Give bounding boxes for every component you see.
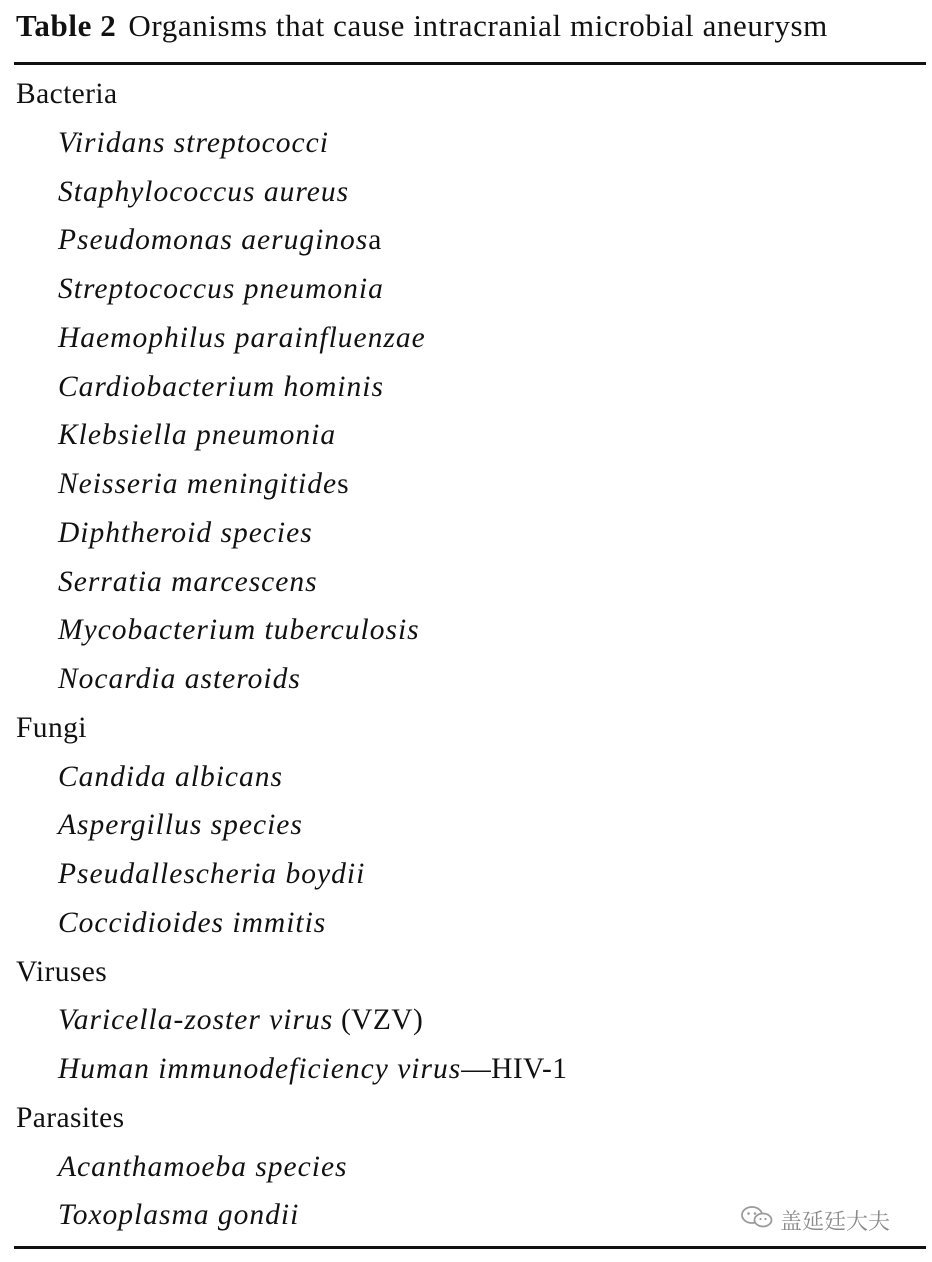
organism-row: [0, 1045, 932, 1094]
table-title: [16, 8, 828, 44]
organism-name: Nocardia asteroids: [58, 663, 301, 695]
organism-name: Diphtheroid species: [58, 516, 313, 549]
organism-name: Haemophilus parainfluenzae: [58, 321, 426, 354]
organism-row: [0, 850, 932, 899]
organism-name: Serratia marcescens: [58, 565, 318, 598]
organism-row: [0, 363, 932, 412]
organism-suffix: s: [337, 468, 349, 500]
organism-row: [0, 168, 932, 217]
category-heading: Parasites: [16, 1101, 125, 1134]
organism-name: Cardiobacterium hominis: [58, 370, 384, 403]
organism-row: [0, 216, 932, 265]
organism-row: [0, 509, 932, 558]
watermark: [740, 1204, 890, 1236]
organism-name: Neisseria meningitide: [58, 468, 338, 500]
organism-list: [0, 70, 932, 1240]
organism-row: [0, 899, 932, 948]
organism-row: [0, 1143, 932, 1192]
organism-suffix: a: [368, 224, 382, 257]
bottom-rule: [14, 1246, 926, 1249]
organism-suffix: (VZV): [333, 1004, 424, 1037]
organism-suffix: —HIV-1: [461, 1053, 568, 1085]
organism-row: [0, 314, 932, 363]
top-rule: [14, 62, 926, 65]
organism-row: [0, 655, 932, 704]
organism-name: Pseudallescheria boydii: [58, 858, 366, 890]
organism-row: [0, 265, 932, 314]
organism-name: Acanthamoeba species: [58, 1150, 348, 1183]
organism-row: [0, 411, 932, 460]
organism-row: [0, 119, 932, 168]
organism-row: [0, 460, 932, 509]
organism-name: Staphylococcus aureus: [58, 175, 350, 208]
organism-name: Coccidioides immitis: [58, 906, 327, 939]
organism-row: [0, 801, 932, 850]
organism-row: [0, 753, 932, 802]
organism-name: Klebsiella pneumonia: [58, 419, 337, 452]
organism-name: Toxoplasma gondii: [58, 1199, 300, 1232]
organism-name: Human immunodeficiency virus: [58, 1053, 462, 1085]
watermark-text: 盖延廷大夫: [780, 1209, 891, 1235]
table-caption: Organisms that cause intracranial microbial aneurysm: [128, 8, 828, 43]
category-heading: Viruses: [16, 955, 108, 988]
organism-name: Varicella-zoster virus: [58, 1004, 334, 1037]
organism-row: [0, 558, 932, 607]
organism-row: [0, 606, 932, 655]
organism-name: Streptococcus pneumonia: [58, 273, 384, 305]
category-heading: Bacteria: [16, 78, 118, 110]
table-label: Table 2: [16, 8, 117, 43]
organism-name: Viridans streptococci: [58, 126, 329, 159]
organism-name: Mycobacterium tuberculosis: [58, 614, 420, 647]
wechat-icon: [740, 1204, 774, 1236]
organism-name: Pseudomonas aeruginos: [58, 224, 369, 257]
organism-name: Candida albicans: [58, 760, 283, 793]
organism-name: Aspergillus species: [58, 809, 303, 842]
organism-row: [0, 996, 932, 1045]
category-heading: Fungi: [16, 711, 87, 744]
